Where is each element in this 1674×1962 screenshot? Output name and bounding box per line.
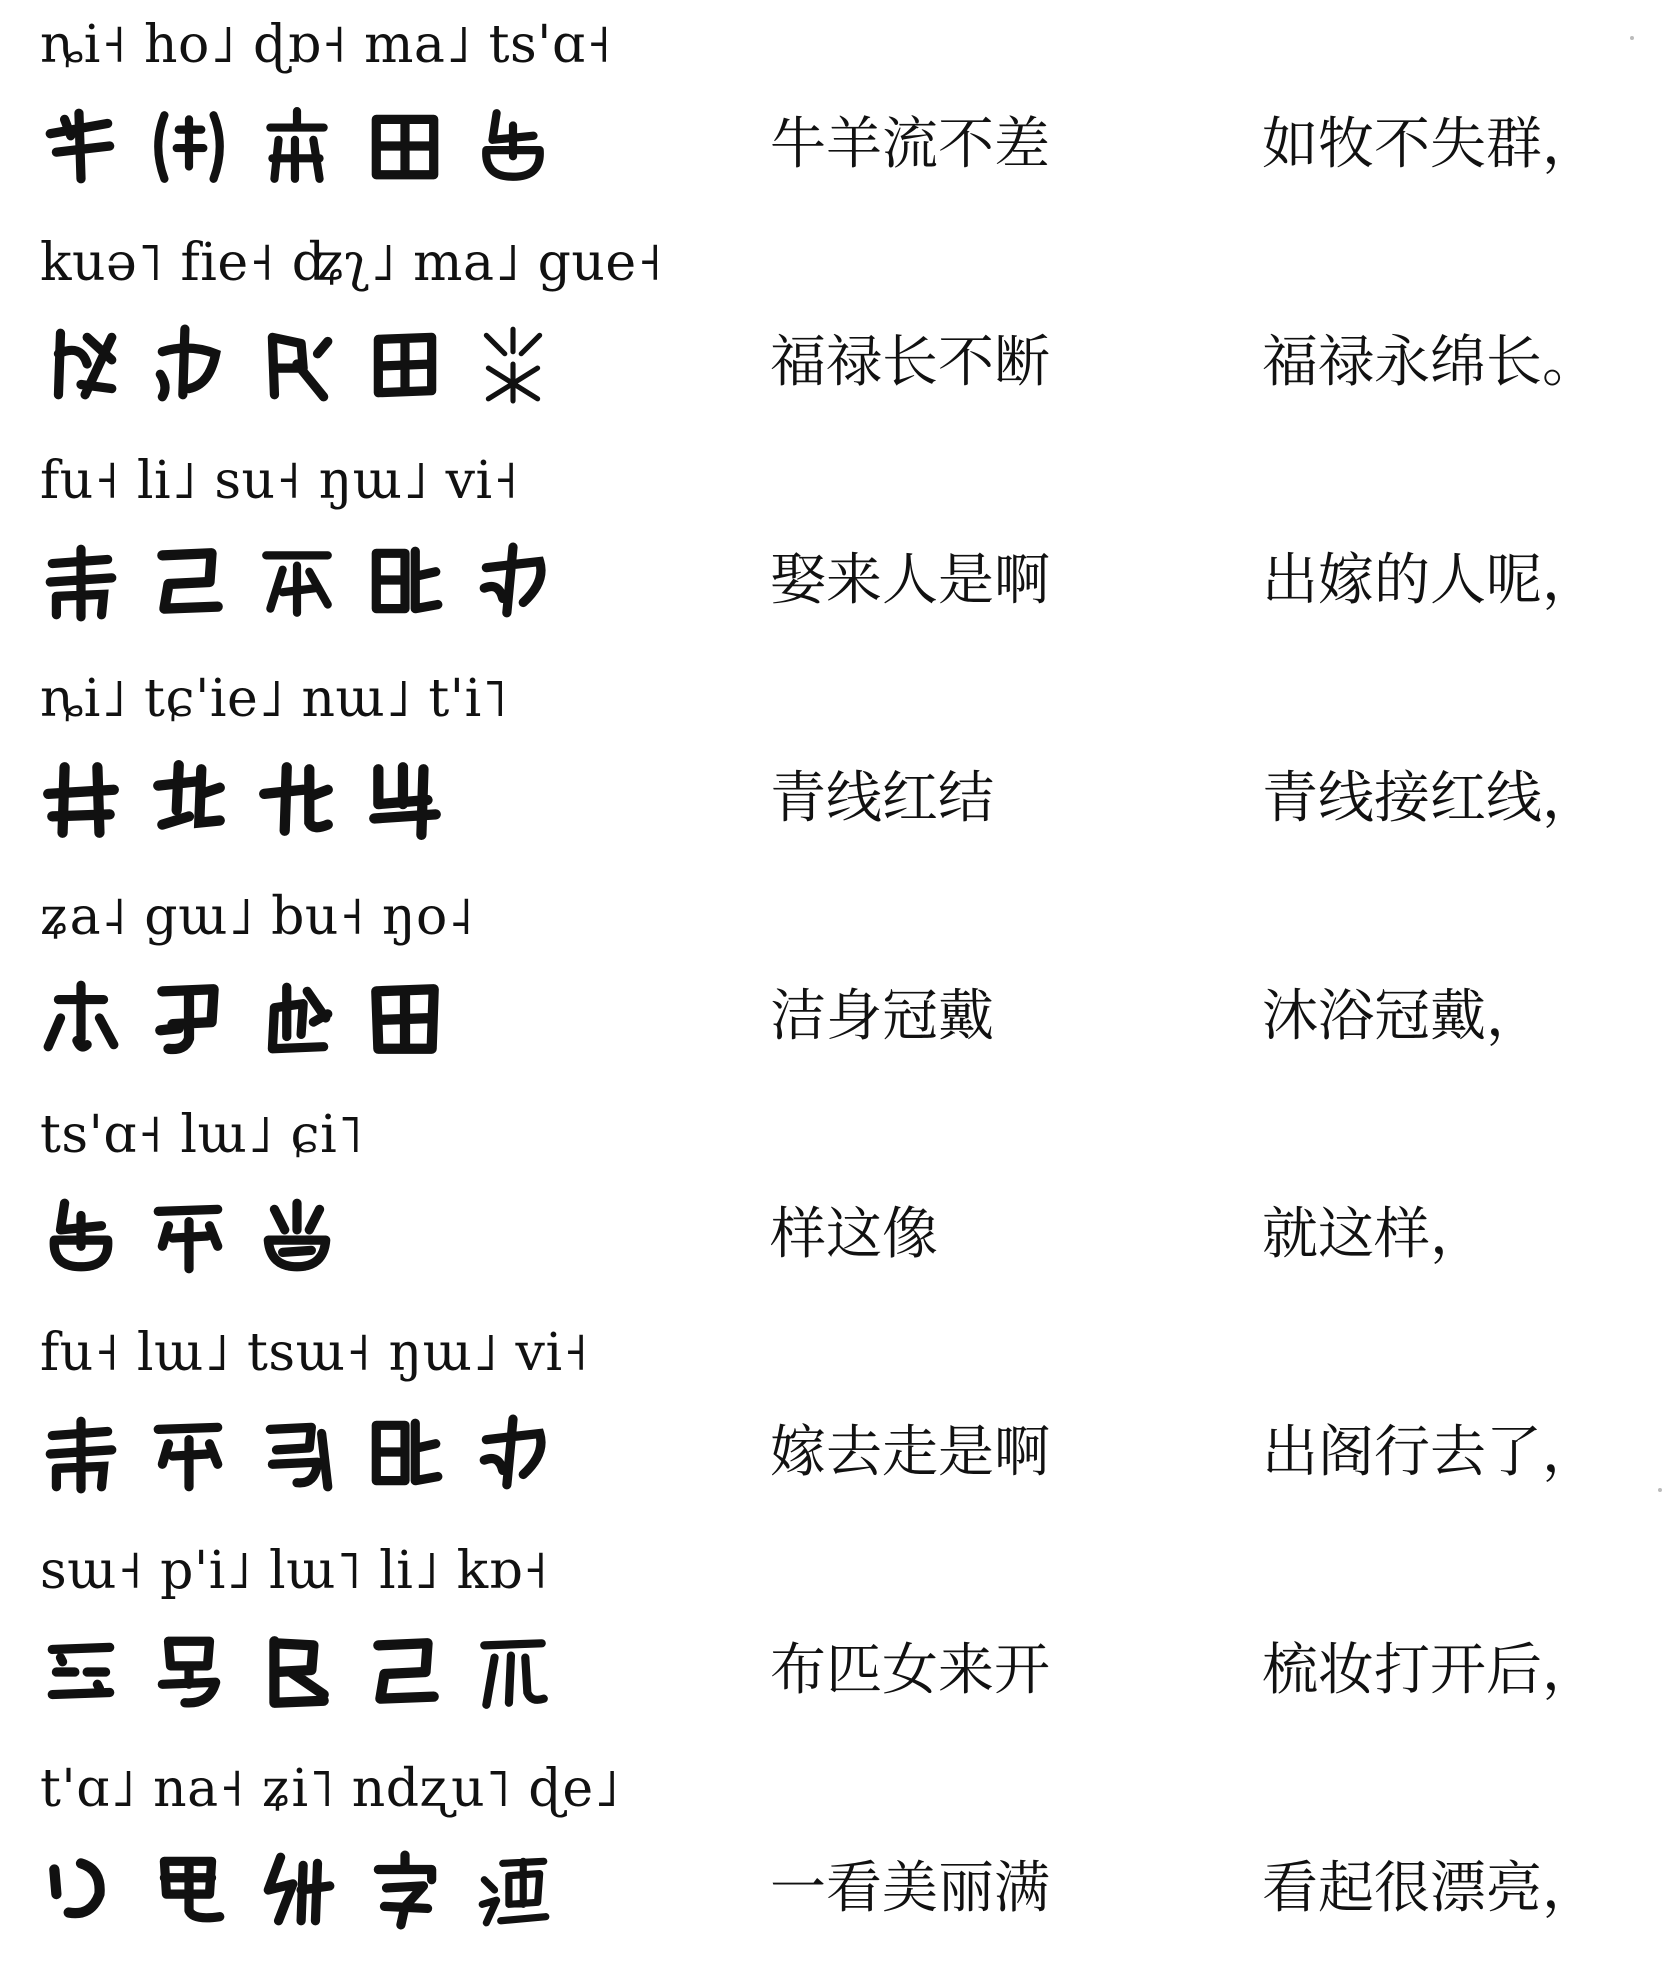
dongba-glyph <box>364 541 446 623</box>
ipa-transcription: fu˧ li˩ su˧ ŋɯ˩ vi˧ <box>40 451 519 511</box>
dongba-glyph <box>148 1849 230 1931</box>
dongba-glyph <box>472 1413 554 1495</box>
literal-translation: 牛羊流不差 <box>770 112 1050 177</box>
ipa-transcription: ȵi˩ tɕ'ie˩ nɯ˩ t'i˥ <box>40 669 508 729</box>
verse-line-2 <box>0 218 1674 436</box>
dongba-script-line <box>40 96 554 196</box>
dongba-glyph <box>40 541 122 623</box>
dongba-glyph <box>256 1849 338 1931</box>
verse-line-1 <box>0 0 1674 218</box>
dongba-glyph <box>148 323 230 405</box>
dongba-glyph <box>472 323 554 405</box>
dongba-glyph <box>256 759 338 841</box>
dongba-glyph <box>40 1195 122 1277</box>
literal-translation: 嫁去走是啊 <box>770 1420 1050 1485</box>
dongba-glyph <box>40 105 122 187</box>
dongba-glyph <box>40 1849 122 1931</box>
free-translation: 看起很漂亮， <box>1262 1856 1598 1921</box>
dongba-script-line <box>40 1404 554 1504</box>
dongba-glyph <box>256 977 338 1059</box>
dongba-script-line <box>40 968 446 1068</box>
literal-translation: 青线红结 <box>770 766 994 831</box>
literal-translation: 布匹女来开 <box>770 1638 1050 1703</box>
ipa-transcription: fu˧ lɯ˩ tsɯ˧ ŋɯ˩ vi˧ <box>40 1323 589 1383</box>
dongba-glyph <box>364 1413 446 1495</box>
literal-translation: 样这像 <box>770 1202 938 1267</box>
free-translation: 福禄永绵长。 <box>1262 330 1598 395</box>
dongba-glyph <box>148 105 230 187</box>
free-translation: 就这样， <box>1262 1202 1486 1267</box>
literal-translation: 洁身冠戴 <box>770 984 994 1049</box>
verse-line-6 <box>0 1090 1674 1308</box>
dongba-glyph <box>256 105 338 187</box>
dongba-glyph <box>256 323 338 405</box>
free-translation: 青线接红线， <box>1262 766 1598 831</box>
dongba-glyph <box>256 1631 338 1713</box>
dongba-glyph <box>148 759 230 841</box>
ipa-transcription: ʑa˨ gɯ˩ bu˧ ŋo˨ <box>40 887 474 947</box>
dongba-glyph <box>40 1631 122 1713</box>
dongba-glyph <box>472 541 554 623</box>
dongba-glyph <box>40 759 122 841</box>
dongba-glyph <box>256 1195 338 1277</box>
dongba-script-line <box>40 532 554 632</box>
ipa-transcription: kuə˥ fie˧ ʥʅ˩ ma˩ gue˧ <box>40 233 663 293</box>
free-translation: 梳妆打开后， <box>1262 1638 1598 1703</box>
dongba-script-line <box>40 1622 554 1722</box>
dongba-script-line <box>40 750 446 850</box>
verse-line-3 <box>0 436 1674 654</box>
ipa-transcription: ȵi˧ ho˩ ɖɒ˧ ma˩ ts'ɑ˧ <box>40 15 612 75</box>
dongba-glyph <box>472 105 554 187</box>
dongba-script-line <box>40 1840 554 1940</box>
literal-translation: 娶来人是啊 <box>770 548 1050 613</box>
verse-line-5 <box>0 872 1674 1090</box>
dongba-glyph <box>364 105 446 187</box>
literal-translation: 一看美丽满 <box>770 1856 1050 1921</box>
dongba-glyph <box>364 323 446 405</box>
dongba-glyph <box>364 1631 446 1713</box>
dongba-glyph <box>364 977 446 1059</box>
dongba-glyph <box>148 541 230 623</box>
scan-speck <box>1630 36 1634 40</box>
free-translation: 沐浴冠戴， <box>1262 984 1542 1049</box>
dongba-glyph <box>148 1631 230 1713</box>
verse-line-4 <box>0 654 1674 872</box>
dongba-glyph <box>256 1413 338 1495</box>
scan-speck <box>1658 1488 1662 1492</box>
free-translation: 出阁行去了， <box>1262 1420 1598 1485</box>
dongba-glyph <box>148 1413 230 1495</box>
literal-translation: 福禄长不断 <box>770 330 1050 395</box>
ipa-transcription: t'ɑ˩ na˧ ʑi˥ ndʐu˥ ɖe˩ <box>40 1759 620 1819</box>
dongba-glyph <box>40 977 122 1059</box>
dongba-glyph <box>40 323 122 405</box>
dongba-glyph <box>472 1631 554 1713</box>
dongba-glyph <box>256 541 338 623</box>
verse-line-8 <box>0 1526 1674 1744</box>
ipa-transcription: sɯ˧ p'i˩ lɯ˥ li˩ kɒ˧ <box>40 1541 549 1601</box>
ipa-transcription: ts'ɑ˧ lɯ˩ ɕi˥ <box>40 1105 364 1165</box>
free-translation: 如牧不失群， <box>1262 112 1598 177</box>
dongba-script-line <box>40 314 554 414</box>
dongba-glyph <box>40 1413 122 1495</box>
dongba-glyph <box>364 1849 446 1931</box>
dongba-glyph <box>148 977 230 1059</box>
dongba-script-line <box>40 1186 338 1286</box>
dongba-glyph <box>472 1849 554 1931</box>
dongba-glyph <box>364 759 446 841</box>
verse-line-7 <box>0 1308 1674 1526</box>
free-translation: 出嫁的人呢， <box>1262 548 1598 613</box>
dongba-glyph <box>148 1195 230 1277</box>
verse-line-9 <box>0 1744 1674 1962</box>
